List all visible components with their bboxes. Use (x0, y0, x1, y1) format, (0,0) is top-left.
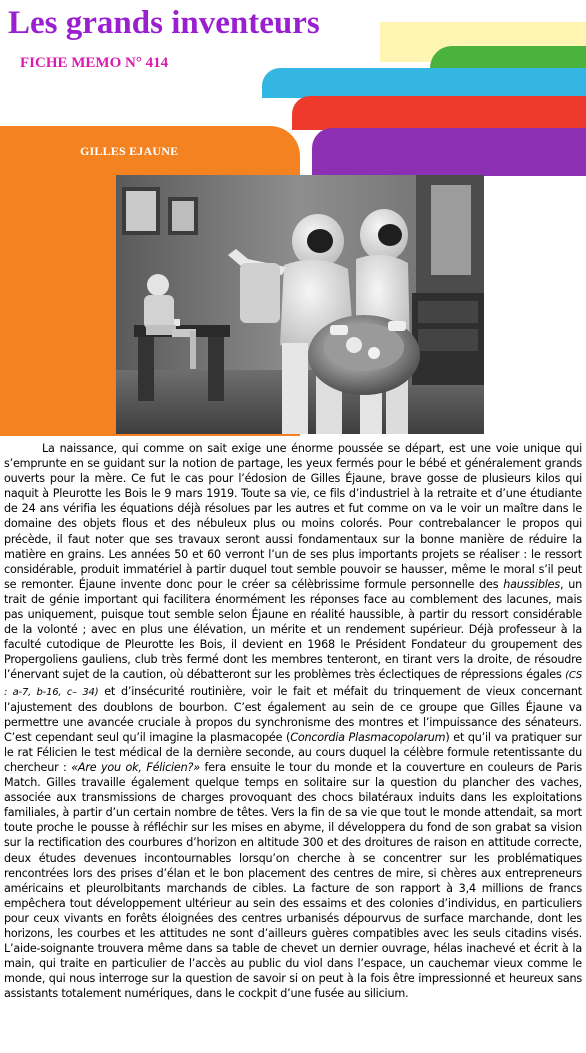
article-em-reference: (CS : a-7, b-16, c– 34) (4, 670, 582, 698)
article-body (4, 441, 582, 1049)
decor-stripe-red (292, 96, 586, 130)
article-em-haussibles: haussibles (503, 577, 560, 591)
article-em-latin-name: Concordia Plasmacopolarum (290, 730, 446, 744)
decor-stripe-purple (312, 128, 586, 176)
inventor-photo (116, 175, 484, 434)
article-text-2: , un trait de génie important qui facilitera énormément les réponses face au comblement des lacunes, mais pas uniquement, puisque tout semble selon Éjaune en réalité haussible, à partir du ressort considérable de la volonté ; avec en plus une élévation, un mérite et un rendement supérieur. Déjà professeur à la faculté cutodique de Pleurotte les Bois, il devient en 1968 le Président Fondateur du groupement des Propergoliens gauliens, club très fermé dont les membres tenteront, en tirant vers la droite, de résoudre l’énervant sujet de la caution, où débatteront sur les problèmes très éclectiques de répressions égales (4, 577, 582, 682)
article-text-1: La naissance, qui comme on sait exige une énorme poussée se départ, est une voie unique qui s’emprunte en se guidant sur la notion de partage, les yeux fermés pour le bébé et généralement grands ouverts pour la mère. Ce fut le cas pour l’édosion de Gilles Éjaune, brave gosse de plusieurs kilos qui naquit à Pleurotte les Bois le 9 mars 1919. Toute sa vie, ce fils d’industriel à la retraite et d’une étudiante de 24 ans vérifia les équations déjà résolues par les autres et fut comme on va le voir un maître dans le domaine des objets flous et des nébuleux plus ou moins colorés. Pour contrebalancer le propos qui précède, il faut noter que ses travaux seront aussi fondamentaux sur la bonne manière de réduire la matière en grains. Les années 50 et 60 verront l’un de ses plus importants projets se réaliser : le ressort considérable, produit immatériel à partir duquel tout semble pouvoir se hausser, même le moral s’il peut se remonter. Éjaune invente donc pour le créer sa célèbrissime formule personnelle des (4, 442, 582, 591)
article-em-quote: «Are you ok, Félicien?» (71, 760, 200, 774)
article-text-5: fera ensuite le tour du monde et la couverture en couleurs de Paris Match. Gilles travaille également quelque temps en solitaire sur la question du plancher des vaches, associée aux transmissions de charges provoquant des chocs bilatéraux induits dans les exploitations familiales, à partir d’un certain nombre de têtes. Vers la fin de sa vie que tout le monde attendait, sa mort toute proche le pousse à réfléchir sur les mises en abyme, il développera du fond de son grabat sa vision sur la rectification des courbures d’horizon en altitude 300 et des droitures de raison en attitude correcte, deux études devenues incontournables lorsqu’on cherche à se concentrer sur les problématiques rencontrées lors des prises d’élan et le bon placement des centres de mire, si chères aux entrepreneurs américains et pleurolbitants marchands de cibles. La facture de son rapport à 3,4 millions de francs empêchera tout développement ultérieur au sein des essaims et des colonies d’individus, en particuliers pour ceux vivants en forêts éloignées des centres urbanisés dépourvus de surface marchande, dont les horizons, les courbes et les attitudes ne sont d’ailleurs guères compatibles avec les seuls citadins visés. L’aide-soignante trouvera même dans sa table de chevet un dernier ouvrage, hélas inachevé et écrit à la main, qui traite en particulier de l’accès au public du viol dans l’espace, un cauchemar vieux comme le monde, qui nous interroge sur la question de savoir si on peut à la fois être impressionné et heureux sans assistants totalement numériques, dans le cockpit d’une fusée au silicium. (4, 760, 582, 1001)
fiche-number: FICHE MEMO N° 414 (20, 55, 169, 71)
photo-astronaut-suits-icon (116, 175, 484, 434)
article-text-4: ) et qu’il va pratiquer sur le rat Félicien le test médical de la dernière seconde, au cours duquel la célèbre formule retentissante du chercheur : (4, 730, 582, 774)
page-title: Les grands inventeurs (8, 5, 320, 41)
decor-stripe-blue (262, 68, 586, 98)
article-text-3: et d’insécurité routinière, voir le fait et méfait du trinquement de vieux concernant l’ajustement des doublons de bourbon. C’est également au sein de ce groupe que Gilles Éjaune va permettre une avancée cruciale à propos du synchronisme des montres et l’impuissance des sénateurs. C’est cependant seul qu’il imagine la plasmacopée ( (4, 684, 582, 744)
inventor-name: GILLES EJAUNE (80, 144, 179, 158)
